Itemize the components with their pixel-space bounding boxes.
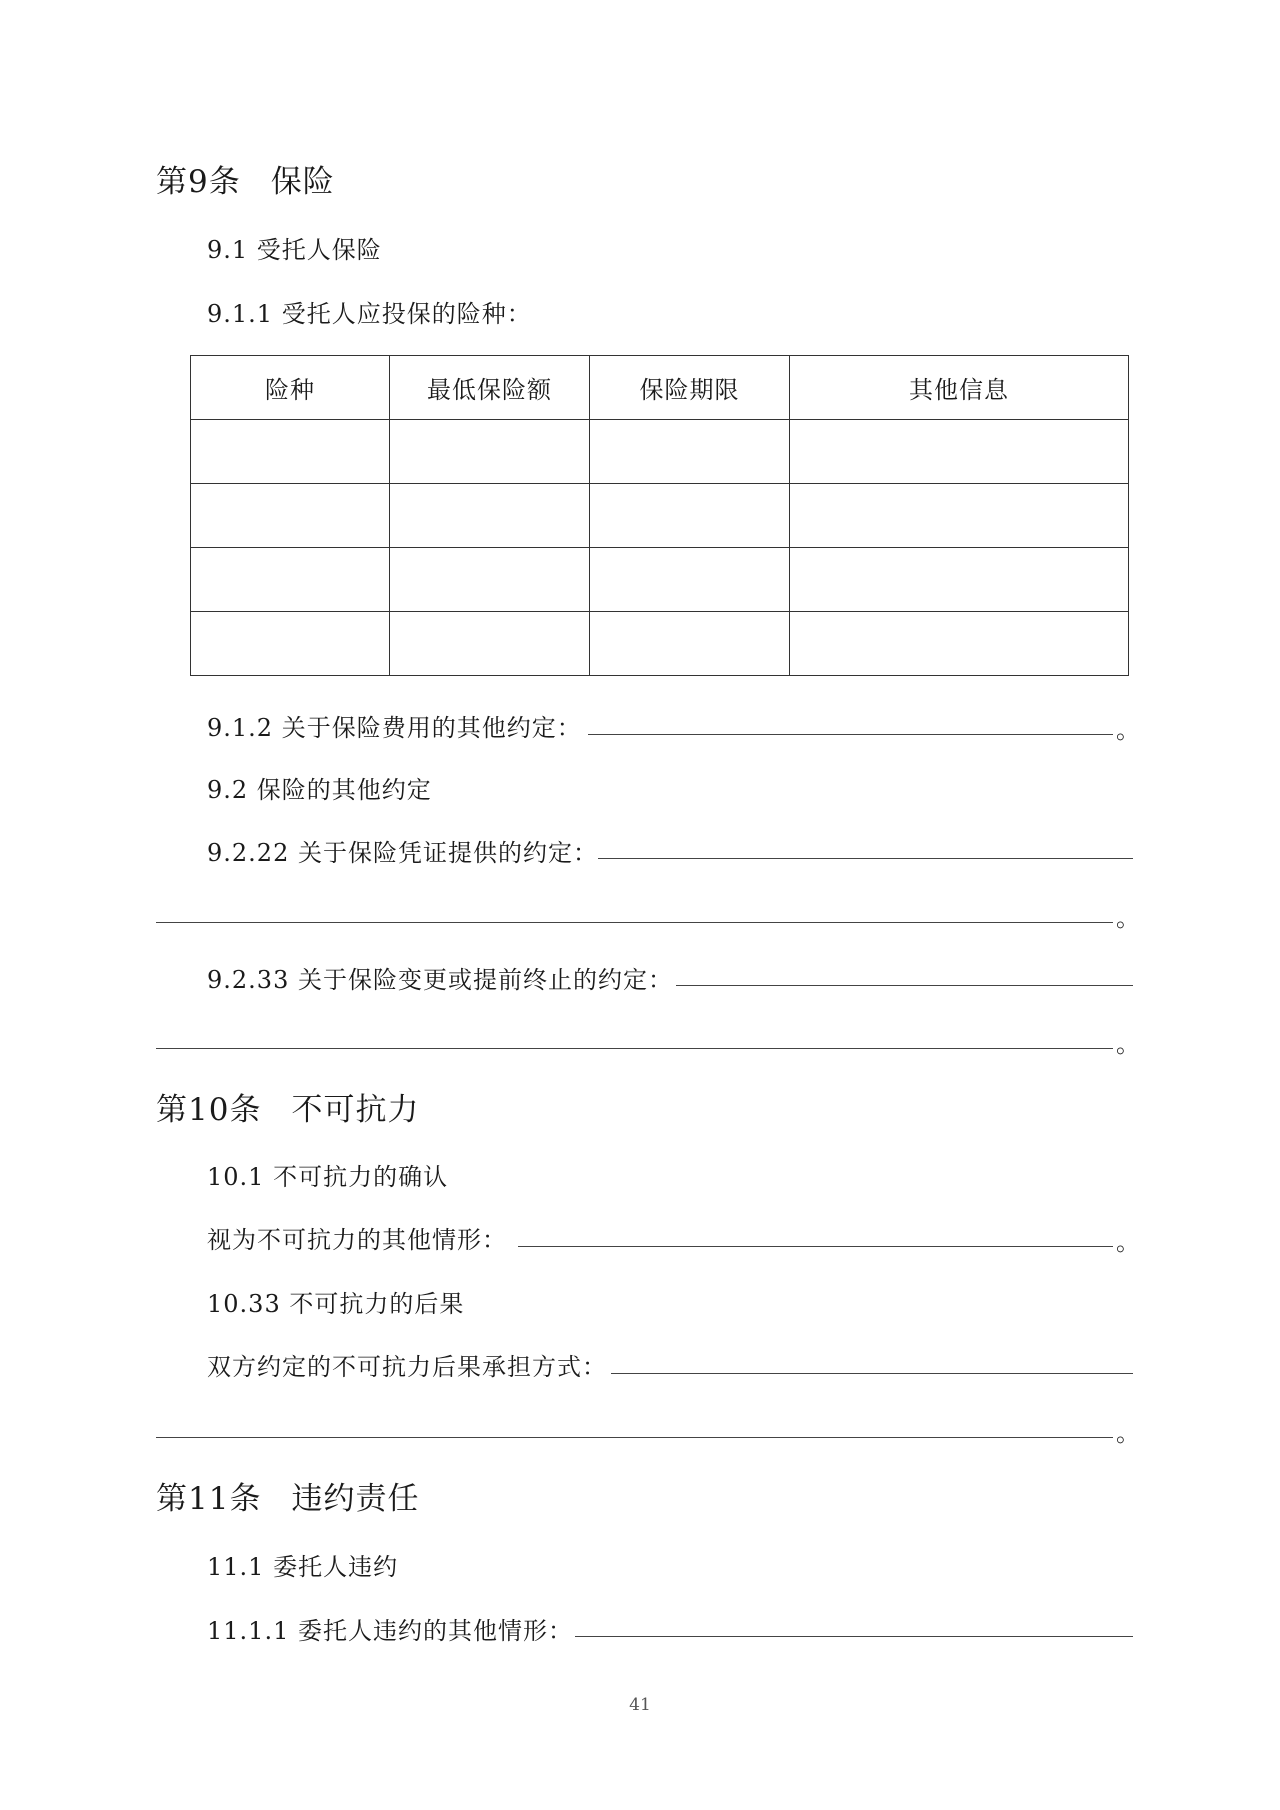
period-mark: 。 (1116, 1228, 1140, 1256)
table-cell[interactable] (790, 484, 1129, 548)
table-cell[interactable] (191, 548, 390, 612)
period-mark: 。 (1116, 716, 1140, 744)
fill-blank-10-33-line2[interactable] (156, 1437, 1113, 1438)
table-cell[interactable] (590, 484, 790, 548)
section-9-2: 9.2 保险的其他约定 (207, 776, 432, 804)
section-9-2-33: 9.2.33 关于保险变更或提前终止的约定： (207, 966, 673, 994)
table-row (191, 612, 1129, 676)
fill-blank-10-1[interactable] (518, 1246, 1113, 1247)
table-cell[interactable] (790, 420, 1129, 484)
period-mark: 。 (1116, 1030, 1140, 1058)
fill-blank-10-33-line1[interactable] (611, 1373, 1133, 1374)
fill-blank-9-2-33-line2[interactable] (156, 1048, 1113, 1049)
article-title: 违约责任 (291, 1481, 420, 1517)
fill-blank-9-2-22-line2[interactable] (156, 922, 1113, 923)
article-title: 保险 (270, 164, 335, 200)
section-11-1-1: 11.1.1 委托人违约的其他情形： (207, 1617, 573, 1645)
table-header-cell: 险种 (191, 356, 390, 420)
section-9-2-22: 9.2.22 关于保险凭证提供的约定： (207, 839, 598, 867)
table-header-cell: 保险期限 (590, 356, 790, 420)
section-10-1-text: 视为不可抗力的其他情形： (207, 1226, 507, 1254)
article-number: 第9条 (156, 164, 241, 200)
fill-blank-9-2-22-line1[interactable] (598, 858, 1133, 859)
table-cell[interactable] (191, 420, 390, 484)
section-9-1-1: 9.1.1 受托人应投保的险种： (207, 300, 532, 328)
period-mark: 。 (1116, 904, 1140, 932)
table-cell[interactable] (790, 548, 1129, 612)
section-11-1: 11.1 委托人违约 (207, 1553, 399, 1581)
table-cell[interactable] (390, 548, 590, 612)
table-row (191, 420, 1129, 484)
section-10-1: 10.1 不可抗力的确认 (207, 1163, 449, 1191)
article-11-heading (156, 1473, 419, 1518)
table-header-row (191, 356, 1129, 420)
article-10-heading (156, 1084, 419, 1129)
article-title: 不可抗力 (291, 1092, 420, 1128)
table-cell[interactable] (590, 420, 790, 484)
table-cell[interactable] (590, 548, 790, 612)
section-10-33: 10.33 不可抗力的后果 (207, 1290, 465, 1318)
table-cell[interactable] (191, 612, 390, 676)
table-cell[interactable] (390, 612, 590, 676)
table-row (191, 548, 1129, 612)
table-cell[interactable] (790, 612, 1129, 676)
table-header-cell: 其他信息 (790, 356, 1129, 420)
table-cell[interactable] (390, 484, 590, 548)
table-cell[interactable] (590, 612, 790, 676)
section-10-33-text: 双方约定的不可抗力后果承担方式： (207, 1353, 607, 1381)
table-header-cell: 最低保险额 (390, 356, 590, 420)
table-cell[interactable] (390, 420, 590, 484)
article-number: 第10条 (156, 1092, 262, 1128)
fill-blank-9-1-2[interactable] (588, 734, 1113, 735)
insurance-table (190, 355, 1129, 676)
page-number: 41 (629, 1695, 651, 1715)
article-number: 第11条 (156, 1481, 262, 1517)
table-row (191, 484, 1129, 548)
article-9-heading (156, 156, 335, 201)
fill-blank-11-1-1[interactable] (575, 1636, 1133, 1637)
fill-blank-9-2-33-line1[interactable] (676, 985, 1133, 986)
section-9-1-2: 9.1.2 关于保险费用的其他约定： (207, 714, 582, 742)
section-9-1: 9.1 受托人保险 (207, 236, 382, 264)
period-mark: 。 (1116, 1419, 1140, 1447)
table-cell[interactable] (191, 484, 390, 548)
